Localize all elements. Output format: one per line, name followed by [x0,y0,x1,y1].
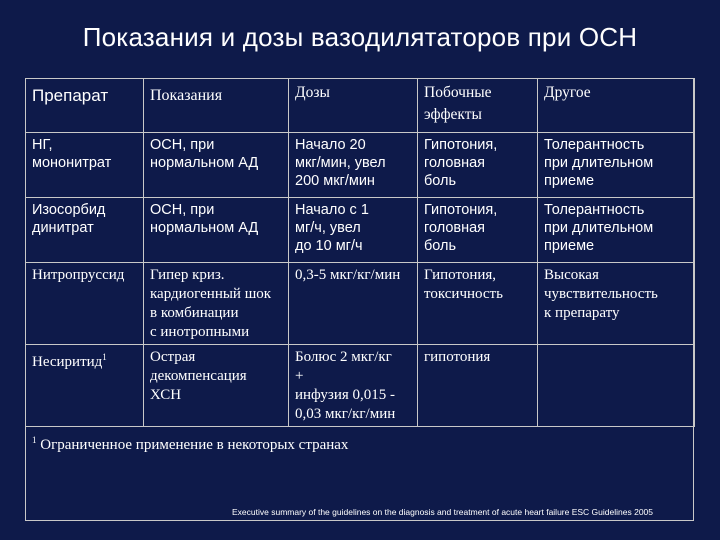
cell-side-effects: Гипотония, токсичность [418,263,538,345]
cell-other: Высокая чувствительность к препарату [538,263,695,345]
cell-other: Толерантность при длительном приеме [538,133,695,198]
cell-doses: Болюс 2 мкг/кг + инфузия 0,015 - 0,03 мкг/кг/мин [289,345,418,427]
cell-doses: Начало с 1 мг/ч, увел до 10 мг/ч [289,198,418,263]
footnote-marker: 1 [102,352,107,362]
table-header-row [26,79,695,133]
header-doses: Дозы [289,79,418,133]
cell-drug: Изосорбид динитрат [26,198,144,263]
header-other: Другое [538,79,695,133]
cell-side-effects: Гипотония, головная боль [418,198,538,263]
footnote [32,435,348,454]
table-row [26,198,695,263]
table-row [26,133,695,198]
drug-name: Несиритид [32,354,103,370]
cell-drug: НГ, мононитрат [26,133,144,198]
cell-doses: Начало 20 мкг/мин, увел 200 мкг/мин [289,133,418,198]
source-citation: Executive summary of the guidelines on the diagnosis and treatment of acute heart failure ESC Guidelines 2005 [232,507,653,517]
slide-title: Показания и дозы вазодилятаторов при ОСН [82,22,638,52]
cell-drug [26,345,144,427]
header-indications: Показания [144,79,289,133]
table-row [26,263,695,345]
cell-side-effects: Гипотония, головная боль [418,133,538,198]
footnote-marker: 1 [32,435,37,445]
cell-drug: Нитропруссид [26,263,144,345]
header-drug: Препарат [26,79,144,133]
cell-side-effects: гипотония [418,345,538,427]
cell-doses: 0,3-5 мкг/кг/мин [289,263,418,345]
table-row [26,345,695,427]
cell-other: Толерантность при длительном приеме [538,198,695,263]
cell-indications: Гипер криз. кардиогенный шок в комбинации с инотропными [144,263,289,345]
vasodilators-table [25,78,695,427]
cell-indications: ОСН, при нормальном АД [144,198,289,263]
header-side-effects: Побочные эффекты [418,79,538,133]
footnote-text: Ограниченное применение в некоторых странах [36,437,349,453]
cell-indications: ОСН, при нормальном АД [144,133,289,198]
cell-other [538,345,695,427]
cell-indications: Острая декомпенсация ХСН [144,345,289,427]
